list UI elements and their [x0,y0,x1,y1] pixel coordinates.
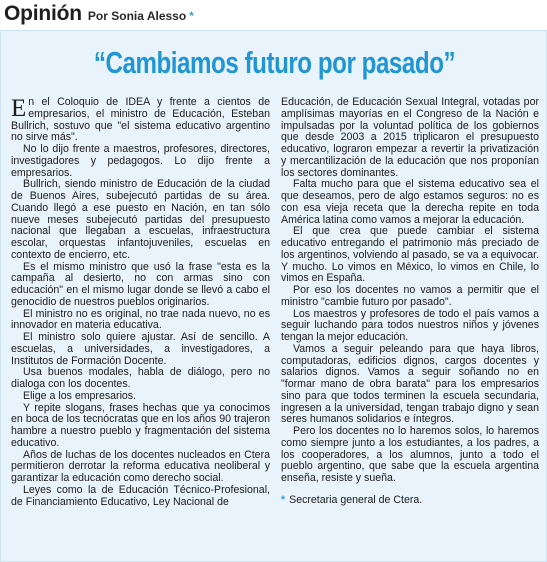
article-paragraph: Educación, de Educación Sexual Integral, votadas por amplísimas mayorías en el Congreso de la Nación e impulsadas por la voluntad política de los gobiernos que desde 2003 a 2015 triplicaron el presupuesto educativo, lograron empezar a revertir la privatización y mercantilización de la educación que nos proponían los sectores dominantes. [281,96,539,179]
article-paragraph: No lo dijo frente a maestros, profesores, directores, investigadores y pedagogos. Lo dijo frente a empresarios. [11,143,270,179]
footnote-text: Secretaria general de Ctera. [289,493,423,506]
article-paragraph: Usa buenos modales, habla de diálogo, pero no dialoga con los docentes. [11,366,270,390]
author-byline: Por Sonia Alesso [87,9,187,23]
article-paragraph: Años de luchas de los docentes nucleados en Ctera permitieron derrotar la reforma educativa neoliberal y garantizar la educación como derecho social. [11,448,270,484]
article-headline: “Cambiamos futuro por pasado” [93,45,456,80]
article-paragraph: Vamos a seguir peleando para que haya libros, computadoras, edificios dignos, cargos docentes y salarios dignos. Vamos a seguir soñando no en "formar mano de obra barata" para los empresarios sino para que todos terminen la escuela secundaria, ingresen a la universidad, tengan trabajo digno y sean seres humanos solidarios e íntegros. [281,342,539,426]
article-paragraph: El ministro no es original, no trae nada nuevo, no es innovador en materia educativa. [11,307,270,332]
footnote-asterisk: * [281,493,286,506]
article-column-left [11,97,270,508]
author-footnote [281,495,539,507]
author-footnote-marker: * [189,9,194,23]
section-header [0,0,547,30]
article-paragraph: Pero los docentes no lo haremos solos, lo haremos como siempre junto a los estudiantes, a los padres, a los cooperadores, a los alumnos, junto a todo el pueblo argentino, que sabe que la escuela argentina enseña, resiste y sueña. [281,425,539,484]
article-paragraph: Leyes como la de Educación Técnico-Profesional, de Financiamiento Educativo, Ley Nacional de [11,483,270,508]
section-title: Opinión [4,2,82,25]
article-paragraph: Elige a los empresarios. [23,389,137,402]
article-paragraph: Es el mismo ministro que usó la frase "esta es la campaña al desierto, no con armas sino con educación" en el mismo lugar donde se llevó a cabo el genocidio de nuestros pueblos originarios. [11,260,270,308]
article-paragraph: Bullrich, siendo ministro de Educación de la ciudad de Buenos Aires, subejecutó partidas de su área. Cuando llegó a ese puesto en Nación, en tan sólo nueve meses subejecutó partidas del presupuesto nacional que llegaban a escuelas, infraestructura escolar, orquestas infantojuveniles, escuelas en contexto de encierro, etc. [11,178,270,261]
article-paragraph: Por eso los docentes no vamos a permitir que el ministro "cambie futuro por pasado". [281,284,539,308]
drop-cap: E [11,95,27,122]
article-column-right [281,97,539,507]
article-paragraph: El ministro solo quiere ajustar. Así de sencillo. A escuelas, a universidades, a investigadores, a Institutos de Formación Docente. [11,331,270,367]
article-paragraph: Y repite slogans, frases hechas que ya conocimos en boca de los tecnócratas que en los años 90 trajeron hambre a nuestro pueblo y fragmentación del sistema educativo. [11,401,270,449]
article-paragraph: El que crea que puede cambiar el sistema educativo entregando el patrimonio más preciado de los argentinos, volviendo al pasado, se va a equivocar. Y mucho. Lo vimos en México, lo vimos en Chile, lo vimos en España. [281,225,539,285]
article-paragraph: Los maestros y profesores de todo el país vamos a seguir luchando para todos nuestros niños y jóvenes tengan la mejor educación. [281,307,539,343]
article-box [0,30,547,562]
article-paragraph: En el Coloquio de IDEA y frente a cientos de empresarios, el ministro de Educación, Esteban Bullrich, sostuvo que "el sistema educativo argentino no sirve más". [11,95,270,144]
article-paragraph: Falta mucho para que el sistema educativo sea el que deseamos, pero de algo estamos seguros: no es con esa vieja receta que la derecha repite en toda América latina como vamos a mejorar la educación. [281,178,539,226]
